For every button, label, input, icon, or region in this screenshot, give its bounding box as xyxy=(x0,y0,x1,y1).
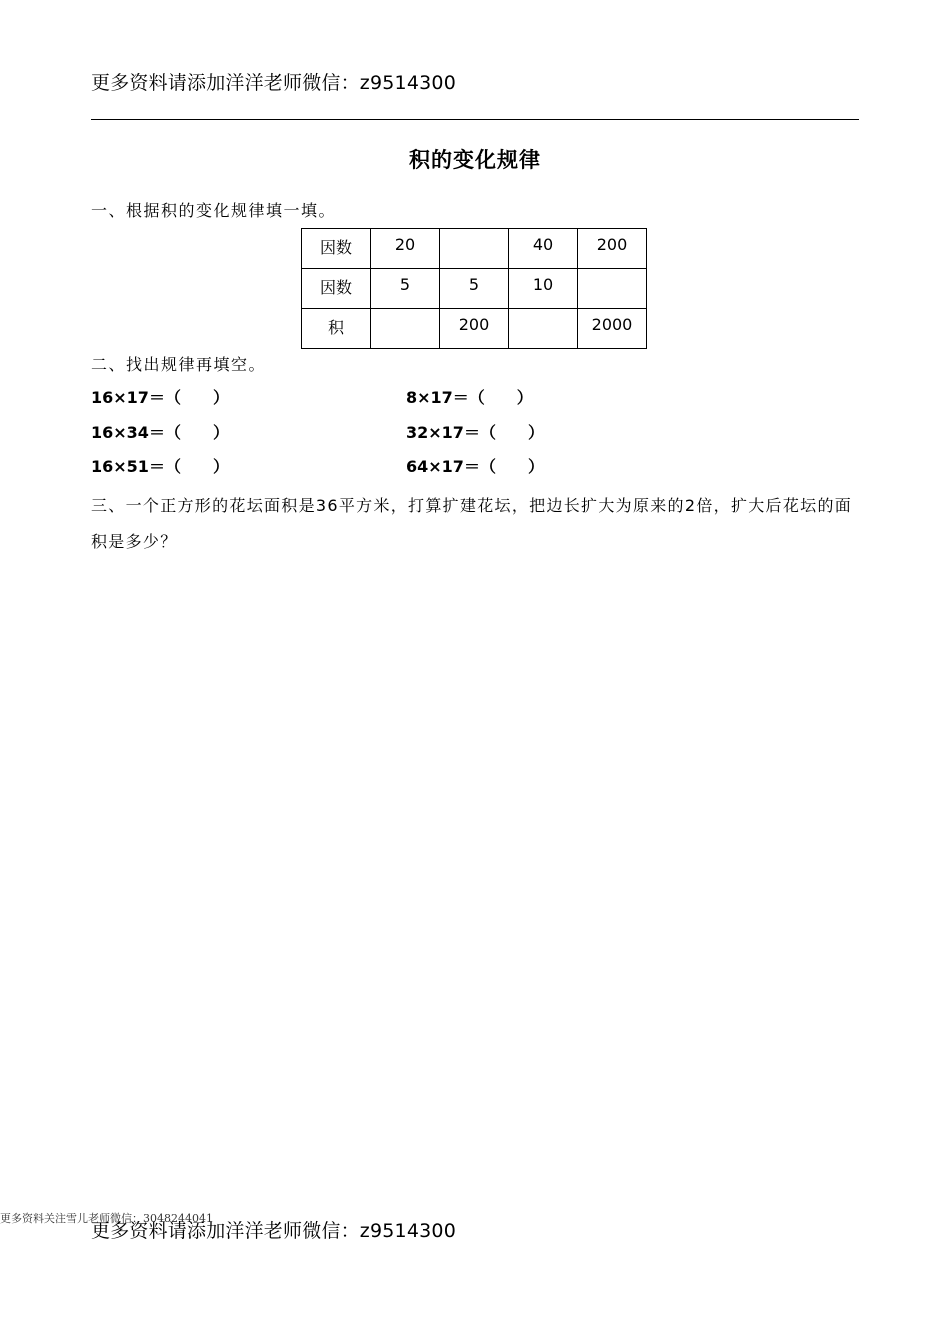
table-cell: 200 xyxy=(440,309,509,349)
page-title: 积的变化规律 xyxy=(409,148,541,172)
header-contact-note: 更多资料请添加洋洋老师微信：z9514300 xyxy=(91,72,456,94)
header-divider xyxy=(91,119,859,120)
table-cell: 积 xyxy=(302,309,371,349)
footer-contact-note: 更多资料请添加洋洋老师微信：z9514300 xyxy=(91,1220,456,1242)
equation-item: 16×17＝（ ） xyxy=(91,388,229,407)
section-3-word-problem: 三、一个正方形的花坛面积是36平方米，打算扩建花坛，把边长扩大为原来的2倍，扩大后花坛的面积是多少？ xyxy=(91,496,853,551)
section-1-heading: 一、根据积的变化规律填一填。 xyxy=(91,201,337,220)
table-cell xyxy=(578,269,647,309)
table-cell: 因数 xyxy=(302,229,371,269)
section-2-heading: 二、找出规律再填空。 xyxy=(91,355,267,374)
table-row xyxy=(302,309,647,349)
equation-item: 64×17＝（ ） xyxy=(406,457,544,476)
table-cell: 因数 xyxy=(302,269,371,309)
table-row xyxy=(302,269,647,309)
table-cell: 200 xyxy=(578,229,647,269)
equation-item: 16×34＝（ ） xyxy=(91,423,229,442)
table-cell: 5 xyxy=(440,269,509,309)
table-cell xyxy=(371,309,440,349)
equation-item: 16×51＝（ ） xyxy=(91,457,229,476)
table-cell: 2000 xyxy=(578,309,647,349)
table-row xyxy=(302,229,647,269)
table-cell xyxy=(509,309,578,349)
product-pattern-table xyxy=(301,228,647,349)
table-cell: 5 xyxy=(371,269,440,309)
table-cell: 10 xyxy=(509,269,578,309)
equation-item: 8×17＝（ ） xyxy=(406,388,533,407)
table-cell: 20 xyxy=(371,229,440,269)
equation-item: 32×17＝（ ） xyxy=(406,423,544,442)
watermark-text: 更多资料关注雪儿老师微信：3048244041 xyxy=(0,1212,213,1225)
table-cell: 40 xyxy=(509,229,578,269)
table-cell xyxy=(440,229,509,269)
